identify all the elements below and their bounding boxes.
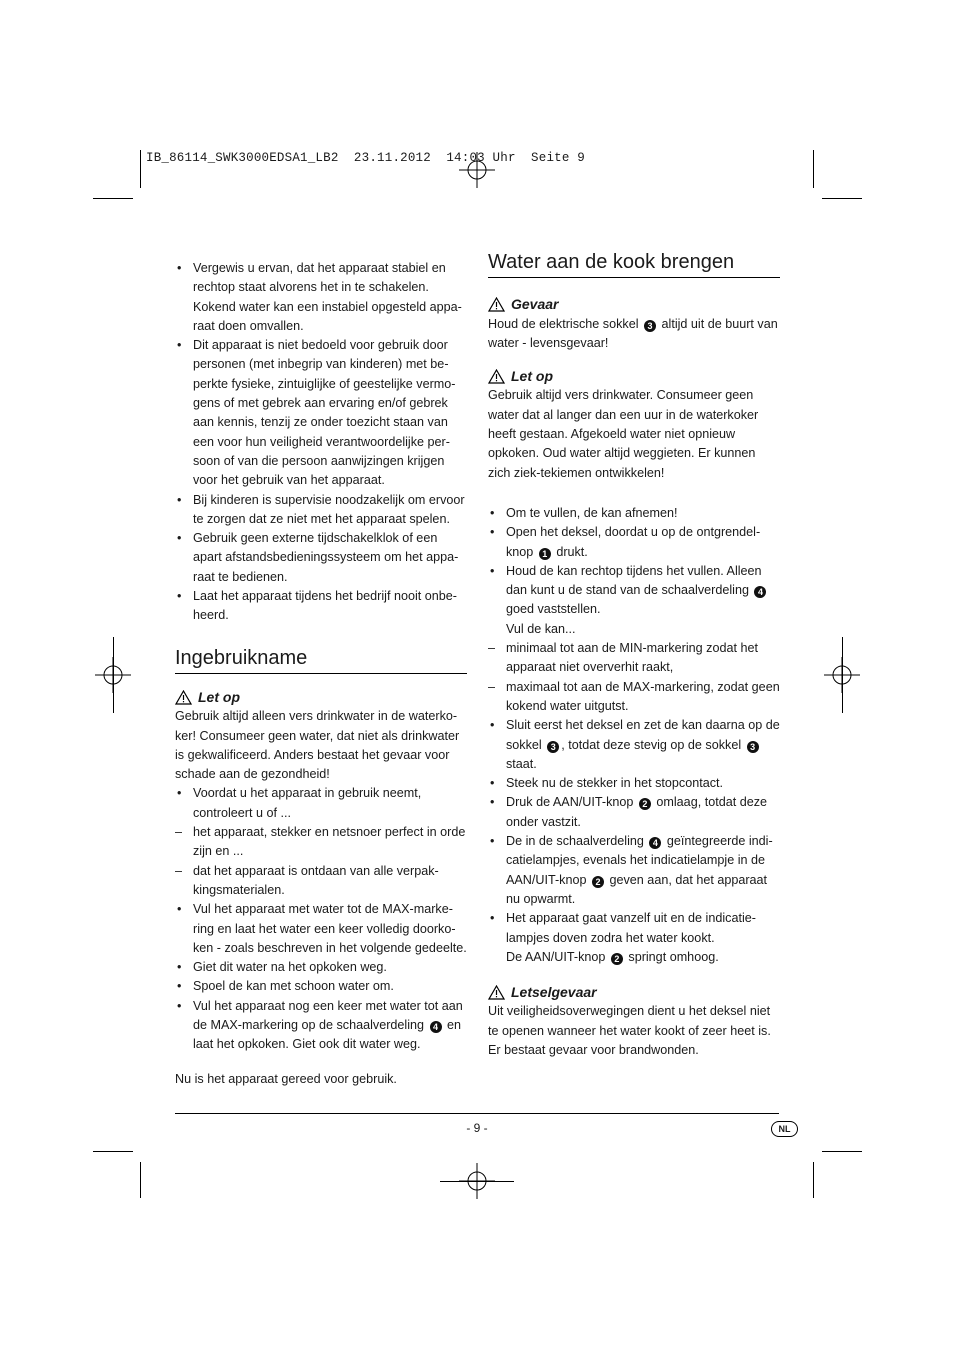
list-item: • Vergewis u ervan, dat het apparaat stabiel en rechtop staat alvorens het in te schakelen. Kokend water kan een instabiel opgesteld appa-raat doen omvallen.	[175, 259, 467, 336]
step-text: en laat het opkoken. Giet ook dit water weg.	[193, 1017, 462, 1052]
closing-text: Nu is het apparaat gereed voor gebruik.	[175, 1071, 397, 1086]
crop-mark	[440, 1181, 514, 1182]
warning-triangle-icon	[488, 297, 505, 312]
part-number-badge: 2	[639, 798, 651, 810]
list-item	[488, 562, 780, 639]
step-text: drukt.	[556, 544, 588, 559]
list-item	[488, 523, 780, 562]
part-number-badge: 3	[547, 741, 559, 753]
page-number: - 9 -	[466, 1121, 488, 1135]
note-heading	[488, 367, 780, 386]
step-text: omlaag, totdat deze onder vastzit.	[506, 795, 768, 829]
steps-list	[175, 784, 467, 1054]
section-title-ingebruikname: Ingebruikname	[175, 649, 467, 674]
step-text: , totdat deze stevig op de sokkel	[561, 737, 742, 752]
injury-heading	[488, 983, 780, 1002]
right-column	[488, 253, 780, 1060]
list-item: • Gebruik geen externe tijdschakelklok of een apart afstandsbedieningssysteem om het appa-raat te bedienen.	[175, 529, 467, 587]
danger-label: Gevaar	[511, 296, 559, 313]
warning-label: Let op	[198, 688, 240, 705]
list-item	[488, 832, 780, 909]
list-item: • Spoel de kan met schoon water om.	[175, 977, 467, 996]
step-text: Vul het apparaat nog een keer met water tot aan de MAX-markering op de schaalverdeling	[193, 998, 463, 1032]
safety-list	[175, 259, 467, 626]
language-badge: NL	[771, 1121, 798, 1137]
part-number-badge: 4	[649, 837, 661, 849]
crop-mark	[140, 150, 141, 188]
list-item: • Giet dit water na het opkoken weg.	[175, 958, 467, 977]
list-item: – dat het apparaat is ontdaan van alle verpak-kingsmaterialen.	[175, 862, 467, 901]
list-item: • Dit apparaat is niet bedoeld voor gebruik door personen (met inbegrip van kinderen) met be-perkte fysieke, zintuiglijke of geestelijke vermo-gens of met gebrek aan ervaring en/of gebrek aan kennis, tenzij ze onder toezicht staan van een voor hun veiligheid verantwoordelijke per-soon of van die persoon aanwijzingen krijgen voor het gebruik van het apparaat.	[175, 336, 467, 490]
step-text: springt omhoog.	[628, 949, 719, 964]
footer-divider	[175, 1113, 779, 1114]
danger-text	[488, 315, 780, 354]
crop-mark	[93, 198, 133, 199]
steps-list	[488, 504, 780, 967]
registration-mark-icon	[459, 152, 495, 188]
print-header: IB_86114_SWK3000EDSA1_LB2 23.11.2012 14:03 Uhr Seite 9	[146, 151, 585, 165]
crop-mark	[842, 637, 843, 713]
warning-triangle-icon	[488, 985, 505, 1000]
danger-text-part: altijd uit de buurt van water - levensgevaar!	[488, 316, 778, 350]
left-column	[175, 259, 467, 1089]
step-text: Open het deksel, doordat u op de ontgrendel-knop	[506, 525, 761, 559]
crop-mark	[93, 1151, 133, 1152]
step-text: De AAN/UIT-knop	[506, 949, 606, 964]
list-item: – maximaal tot aan de MAX-markering, zodat geen kokend water uitgutst.	[488, 678, 780, 717]
step-text: geven aan, dat het apparaat nu opwarmt.	[506, 872, 768, 906]
step-text: geïntegreerde indi-catielampjes, evenals het indicatielampje in de AAN/UIT-knop	[506, 834, 773, 887]
step-text: Sluit eerst het deksel en zet de kan daarna op de sokkel	[506, 718, 780, 752]
part-number-badge: 3	[644, 320, 656, 332]
warning-triangle-icon	[488, 369, 505, 384]
list-item	[175, 997, 467, 1055]
list-item: • Bij kinderen is supervisie noodzakelijk om ervoor te zorgen dat ze niet met het apparaat spelen.	[175, 491, 467, 530]
list-item	[488, 909, 780, 967]
list-item	[488, 793, 780, 832]
part-number-badge: 2	[592, 876, 604, 888]
crop-mark	[822, 1151, 862, 1152]
list-item: – minimaal tot aan de MIN-markering zodat het apparaat niet oververhit raakt,	[488, 639, 780, 678]
danger-text-part: Houd de elektrische sokkel	[488, 316, 639, 331]
danger-heading	[488, 295, 780, 314]
list-item: – het apparaat, stekker en netsnoer perfect in orde zijn en ...	[175, 823, 467, 862]
part-number-badge: 4	[430, 1021, 442, 1033]
note-text: Gebruik altijd vers drinkwater. Consumeer geen water dat al langer dan een uur in de waterkoker heeft gestaan. Afgekoeld water niet opnieuw opkoken. Oud water altijd weggieten. Er kunnen zich ziek-tekiemen ontwikkelen!	[488, 388, 759, 480]
crop-mark	[140, 1162, 141, 1198]
injury-text: Uit veiligheidsoverwegingen dient u het deksel niet te openen wanneer het water kookt of zeer heet is. Er bestaat gevaar voor brandwonden.	[488, 1004, 771, 1057]
part-number-badge: 2	[611, 953, 623, 965]
warning-triangle-icon	[175, 690, 192, 705]
step-text: De in de schaalverdeling	[506, 834, 644, 849]
list-item: • Laat het apparaat tijdens het bedrijf nooit onbe-heerd.	[175, 587, 467, 626]
part-number-badge: 4	[754, 586, 766, 598]
warning-heading	[175, 688, 467, 707]
crop-mark	[822, 198, 862, 199]
step-text: Het apparaat gaat vanzelf uit en de indicatie-lampjes doven zodra het water kookt.	[506, 911, 756, 945]
part-number-badge: 3	[747, 741, 759, 753]
step-text: goed vaststellen.	[506, 602, 601, 617]
list-item: • Steek nu de stekker in het stopcontact.	[488, 774, 780, 793]
section-title-water-koken: Water aan de kook brengen	[488, 253, 780, 278]
crop-mark	[813, 1162, 814, 1198]
injury-label: Letselgevaar	[511, 984, 597, 1001]
warning-text: Gebruik altijd alleen vers drinkwater in de waterko-ker! Consumeer geen water, dat niet als drinkwater is gekwalificeerd. Anders bestaat het gevaar voor schade aan de gezondheid!	[175, 709, 460, 782]
list-item	[488, 716, 780, 774]
crop-mark	[113, 637, 114, 713]
list-item: • Om te vullen, de kan afnemen!	[488, 504, 780, 523]
part-number-badge: 1	[539, 548, 551, 560]
note-label: Let op	[511, 368, 553, 385]
list-item: • Vul het apparaat met water tot de MAX-marke-ring en laat het water een keer volledig doorko-ken - zoals beschreven in het volgende gedeelte.	[175, 900, 467, 958]
crop-mark	[813, 150, 814, 188]
step-text: Druk de AAN/UIT-knop	[506, 795, 634, 810]
step-text: Vul de kan...	[506, 621, 576, 636]
step-text: staat.	[506, 756, 537, 771]
step-text: Houd de kan rechtop tijdens het vullen. Alleen dan kunt u de stand van de schaalverdeling	[506, 563, 762, 598]
list-item: • Voordat u het apparaat in gebruik neemt, controleert u of ...	[175, 784, 467, 823]
